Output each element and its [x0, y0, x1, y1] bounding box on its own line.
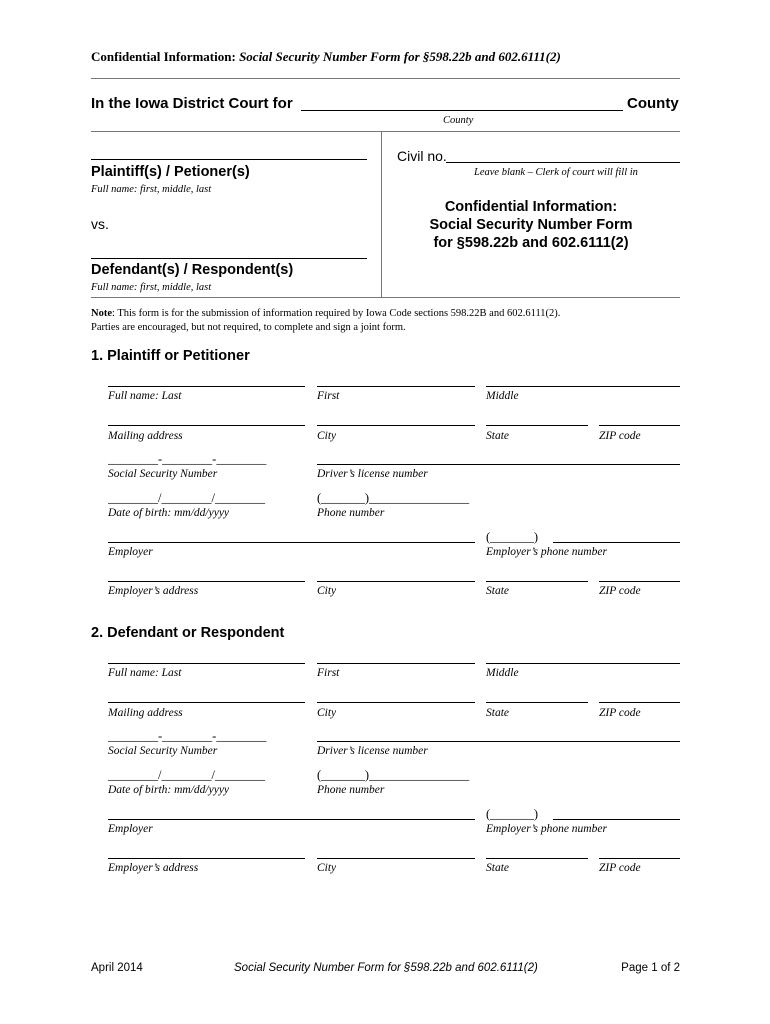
plaintiff-label: Plaintiff(s) / Petioner(s): [91, 164, 250, 180]
form-title-line-1: Confidential Information:: [444, 199, 618, 215]
zip-caption: ZIP code: [599, 707, 641, 719]
drivers-license-field[interactable]: [317, 741, 680, 742]
state-caption: State: [486, 707, 509, 719]
defendant-caption: Full name: first, middle, last: [91, 282, 212, 293]
dob-field[interactable]: ________/________/________: [108, 768, 265, 782]
zip-caption: ZIP code: [599, 430, 641, 442]
employer-city-caption: City: [317, 862, 337, 874]
section-title: 1. Plaintiff or Petitioner: [91, 348, 250, 364]
employer-phone-area-field[interactable]: (_______): [486, 530, 539, 544]
first-name-field[interactable]: [317, 663, 475, 664]
employer-caption: Employer: [108, 823, 153, 835]
employer-state-caption: State: [486, 862, 509, 874]
footer-page-number: Page 1 of 2: [621, 962, 680, 974]
vs-label: vs.: [91, 216, 109, 232]
mailing-address-caption: Mailing address: [108, 707, 183, 719]
dob-caption: Date of birth: mm/dd/yyyy: [108, 784, 230, 796]
last-name-caption: Full name: Last: [108, 667, 182, 679]
employer-city-caption: City: [317, 585, 337, 597]
ssn-caption: Social Security Number: [108, 745, 218, 757]
header-form-title: Social Security Number Form for §598.22b and 602.6111(2): [239, 49, 561, 64]
middle-name-field[interactable]: [486, 663, 680, 664]
phone-field[interactable]: (_______)________________: [317, 491, 470, 505]
court-suffix: County: [627, 95, 679, 112]
employer-address-caption: Employer’s address: [108, 585, 199, 597]
section-title: 2. Defendant or Respondent: [91, 625, 285, 641]
phone-caption: Phone number: [317, 784, 385, 796]
phone-caption: Phone number: [317, 507, 385, 519]
county-caption: County: [443, 115, 474, 126]
footer-title: Social Security Number Form for §598.22b and 602.6111(2): [234, 962, 538, 974]
first-name-caption: First: [317, 390, 340, 402]
civil-no-caption: Leave blank – Clerk of court will fill in: [474, 167, 638, 178]
court-prefix: In the Iowa District Court for: [91, 95, 293, 112]
employer-address-caption: Employer’s address: [108, 862, 199, 874]
section-defendant: [0, 277, 770, 917]
employer-zip-caption: ZIP code: [599, 585, 641, 597]
footer-date: April 2014: [91, 962, 143, 974]
form-title-line-3: for §598.22b and 602.6111(2): [433, 235, 629, 251]
note-text-1: : This form is for the submission of information required by Iowa Code sections 598.22B and 602.6111(2).: [112, 308, 561, 319]
dob-field[interactable]: ________/________/________: [108, 491, 265, 505]
employer-phone-field[interactable]: [553, 819, 680, 820]
employer-address-field[interactable]: [108, 858, 305, 859]
ssn-caption: Social Security Number: [108, 468, 218, 480]
civil-no-label: Civil no.: [397, 148, 447, 164]
defendant-label: Defendant(s) / Respondent(s): [91, 262, 294, 278]
drivers-license-caption: Driver’s license number: [317, 468, 428, 480]
note-text-2: Parties are encouraged, but not required, to complete and sign a joint form.: [91, 322, 406, 333]
middle-name-caption: Middle: [486, 390, 519, 402]
city-caption: City: [317, 430, 337, 442]
state-field[interactable]: [486, 702, 588, 703]
last-name-caption: Full name: Last: [108, 390, 182, 402]
middle-name-caption: Middle: [486, 667, 519, 679]
mailing-address-field[interactable]: [108, 702, 305, 703]
ssn-field[interactable]: ________-________-________: [108, 452, 267, 466]
dob-caption: Date of birth: mm/dd/yyyy: [108, 507, 230, 519]
employer-zip-field[interactable]: [599, 858, 680, 859]
city-field[interactable]: [317, 702, 475, 703]
state-caption: State: [486, 430, 509, 442]
employer-zip-caption: ZIP code: [599, 862, 641, 874]
employer-phone-caption: Employer’s phone number: [486, 823, 607, 835]
ssn-field[interactable]: ________-________-________: [108, 729, 267, 743]
employer-city-field[interactable]: [317, 858, 475, 859]
header-label: Confidential Information:: [91, 49, 236, 64]
mailing-address-caption: Mailing address: [108, 430, 183, 442]
phone-field[interactable]: (_______)________________: [317, 768, 470, 782]
zip-field[interactable]: [599, 702, 680, 703]
note-label: Note: [91, 308, 112, 319]
employer-field[interactable]: [108, 819, 475, 820]
employer-state-field[interactable]: [486, 858, 588, 859]
first-name-caption: First: [317, 667, 340, 679]
city-caption: City: [317, 707, 337, 719]
employer-caption: Employer: [108, 546, 153, 558]
employer-state-caption: State: [486, 585, 509, 597]
form-title-line-2: Social Security Number Form: [429, 217, 633, 233]
employer-phone-caption: Employer’s phone number: [486, 546, 607, 558]
last-name-field[interactable]: [108, 663, 305, 664]
plaintiff-caption: Full name: first, middle, last: [91, 184, 212, 195]
employer-phone-area-field[interactable]: (_______): [486, 807, 539, 821]
drivers-license-caption: Driver’s license number: [317, 745, 428, 757]
